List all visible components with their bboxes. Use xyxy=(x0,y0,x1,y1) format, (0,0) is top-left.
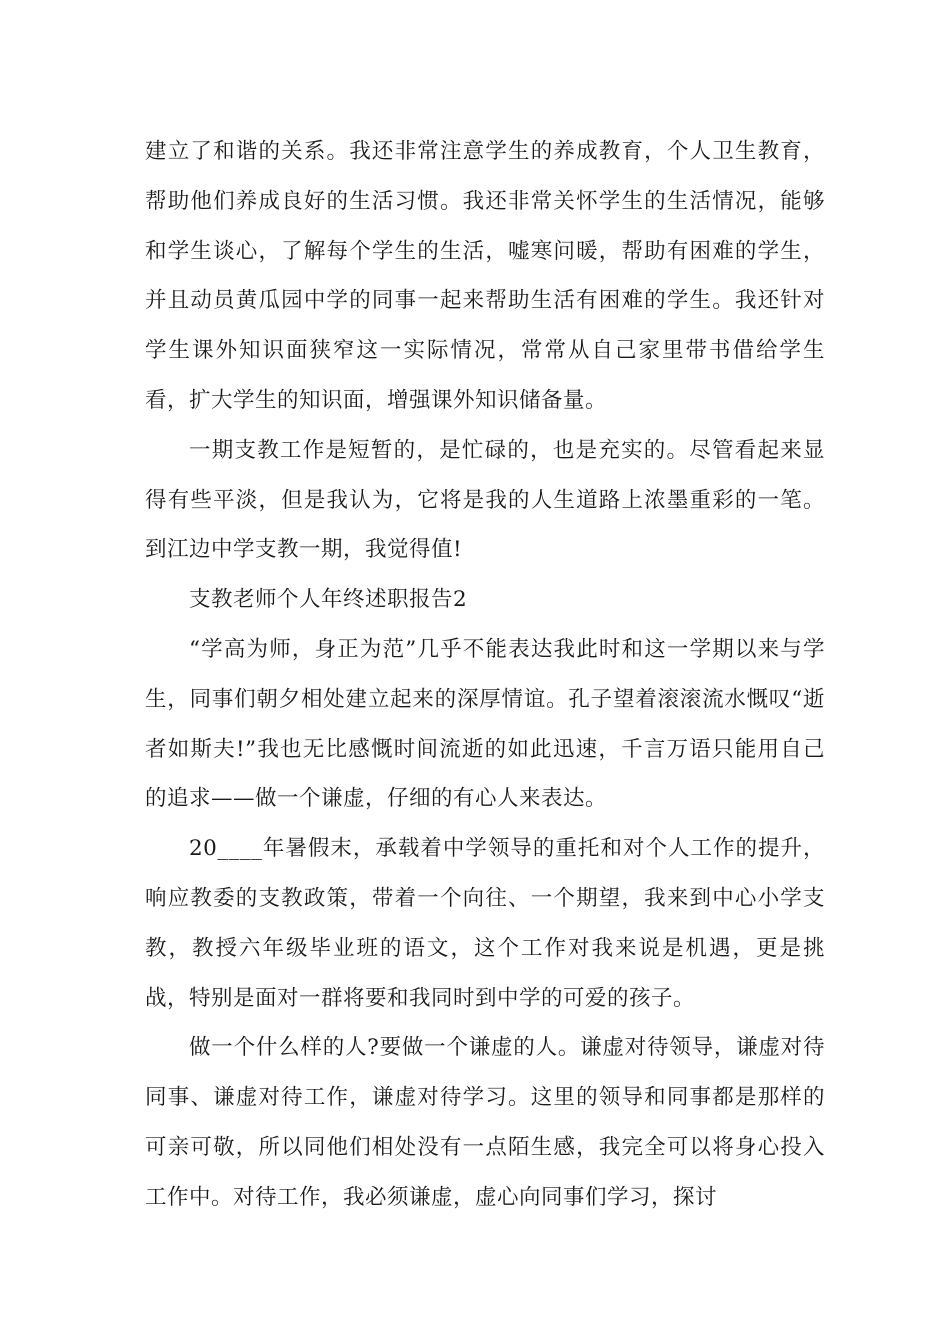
paragraph-intro-quote: “学高为师，身正为范”几乎不能表达我此时和这一学期以来与学生，同事们朝夕相处建立起来的深厚情谊。孔子望着滚滚流水慨叹“逝者如斯夫!”我也无比感慨时间流逝的如此迅速，千言万语只能用自己的追求——做一个谦虚，仔细的有心人来表达。 xyxy=(145,636,825,812)
paragraph-summer: 20____年暑假末，承载着中学领导的重托和对个人工作的提升，响应教委的支教政策，带着一个向往、一个期望，我来到中心小学支教，教授六年级毕业班的语文，这个工作对我来说是机遇，更是挑战，特别是面对一群将要和我同时到中学的可爱的孩子。 xyxy=(145,836,825,1011)
document-body xyxy=(145,127,825,1223)
paragraph-continuation: 建立了和谐的关系。我还非常注意学生的养成教育，个人卫生教育，帮助他们养成良好的生活习惯。我还非常关怀学生的生活情况，能够和学生谈心，了解每个学生的生活，嘘寒问暖，帮助有困难的学生，并且动员黄瓜园中学的同事一起来帮助生活有困难的学生。我还针对学生课外知识面狭窄这一实际情况，常常从自己家里带书借给学生看，扩大学生的知识面，增强课外知识储备量。 xyxy=(145,139,825,413)
section-heading: 支教老师个人年终述职报告2 xyxy=(189,587,468,613)
paragraph-humility: 做一个什么样的人?要做一个谦虚的人。谦虚对待领导，谦虚对待同事、谦虚对待工作，谦虚对待学习。这里的领导和同事都是那样的可亲可敬，所以同他们相处没有一点陌生感，我完全可以将身心投入工作中。对待工作，我必须谦虚，虚心向同事们学习，探讨 xyxy=(145,1035,825,1210)
paragraph-conclusion: 一期支教工作是短暂的，是忙碌的，也是充实的。尽管看起来显得有些平淡，但是我认为，它将是我的人生道路上浓墨重彩的一笔。到江边中学支教一期，我觉得值! xyxy=(145,437,825,563)
